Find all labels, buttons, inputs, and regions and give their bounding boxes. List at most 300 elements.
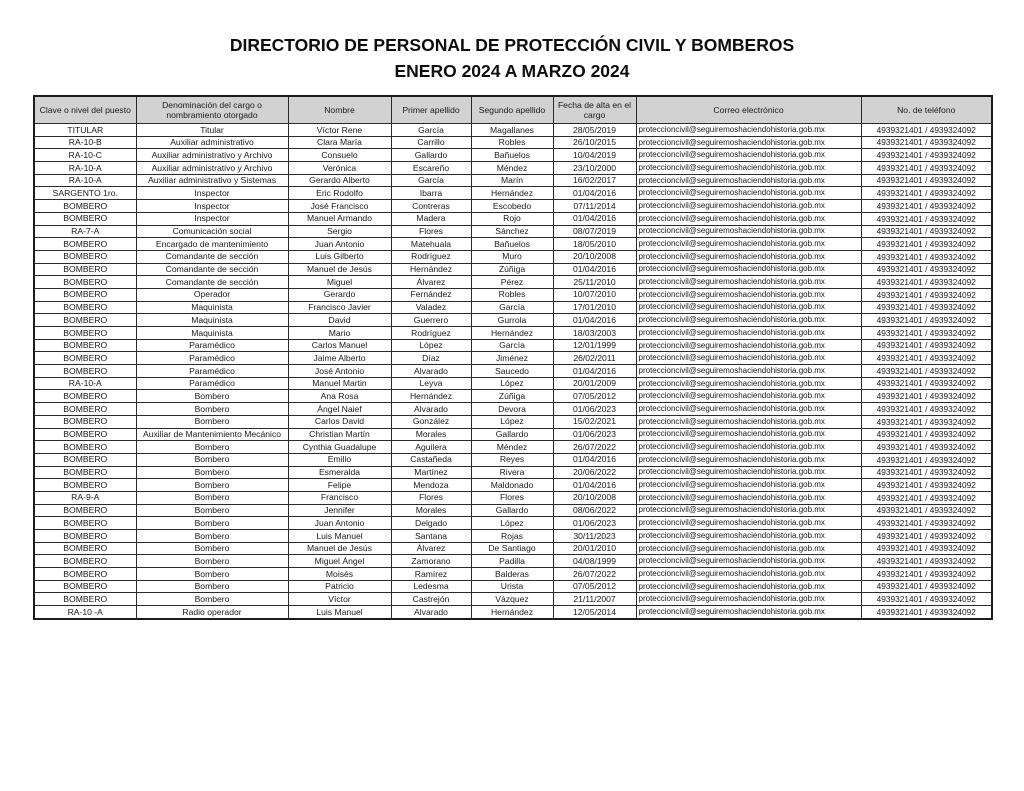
table-cell-primer-apellido: Matehuala	[391, 238, 471, 251]
table-cell-correo: proteccioncivil@seguiremoshaciendohistoria.gob.mx	[636, 453, 861, 466]
table-cell-correo: proteccioncivil@seguiremoshaciendohistoria.gob.mx	[636, 200, 861, 213]
table-cell-clave: RA-10-B	[34, 136, 136, 149]
table-cell-correo: proteccioncivil@seguiremoshaciendohistoria.gob.mx	[636, 301, 861, 314]
table-cell-primer-apellido: Escareño	[391, 162, 471, 175]
table-cell-primer-apellido: Rodríguez	[391, 250, 471, 263]
table-cell-nombre: Christian Martín	[288, 428, 391, 441]
table-cell-correo: proteccioncivil@seguiremoshaciendohistoria.gob.mx	[636, 225, 861, 238]
table-cell-primer-apellido: Álvarez	[391, 542, 471, 555]
table-cell-segundo-apellido: López	[471, 517, 553, 530]
table-cell-cargo: Paramédico	[136, 377, 288, 390]
table-cell-telefono: 4939321401 / 4939324092	[861, 200, 992, 213]
table-row	[34, 124, 992, 137]
table-cell-clave: RA-10-A	[34, 162, 136, 175]
table-cell-fecha-alta: 01/04/2016	[553, 263, 636, 276]
table-cell-nombre: Miguel	[288, 276, 391, 289]
table-row	[34, 162, 992, 175]
table-cell-cargo: Encargado de mantenimiento	[136, 238, 288, 251]
table-cell-segundo-apellido: García	[471, 339, 553, 352]
table-cell-nombre: Miguel Ángel	[288, 555, 391, 568]
table-cell-primer-apellido: Martínez	[391, 466, 471, 479]
column-header: Segundo apellido	[471, 96, 553, 124]
table-cell-clave: BOMBERO	[34, 314, 136, 327]
table-cell-clave: BOMBERO	[34, 212, 136, 225]
table-cell-correo: proteccioncivil@seguiremoshaciendohistoria.gob.mx	[636, 327, 861, 340]
table-cell-segundo-apellido: Rivera	[471, 466, 553, 479]
table-cell-nombre: Moisés	[288, 568, 391, 581]
table-cell-primer-apellido: Rodríguez	[391, 327, 471, 340]
table-cell-correo: proteccioncivil@seguiremoshaciendohistoria.gob.mx	[636, 441, 861, 454]
table-cell-primer-apellido: Zamorano	[391, 555, 471, 568]
table-cell-telefono: 4939321401 / 4939324092	[861, 225, 992, 238]
table-cell-nombre: Patricio	[288, 580, 391, 593]
table-cell-segundo-apellido: Devora	[471, 403, 553, 416]
table-cell-correo: proteccioncivil@seguiremoshaciendohistoria.gob.mx	[636, 415, 861, 428]
table-row	[34, 352, 992, 365]
table-cell-cargo: Comunicación social	[136, 225, 288, 238]
table-cell-telefono: 4939321401 / 4939324092	[861, 250, 992, 263]
table-cell-cargo: Maquinista	[136, 327, 288, 340]
table-cell-telefono: 4939321401 / 4939324092	[861, 276, 992, 289]
table-cell-cargo: Bombero	[136, 390, 288, 403]
table-cell-clave: BOMBERO	[34, 593, 136, 606]
table-cell-segundo-apellido: Balderas	[471, 568, 553, 581]
table-row	[34, 187, 992, 200]
table-cell-segundo-apellido: Bañuelos	[471, 238, 553, 251]
table-cell-nombre: Emilio	[288, 453, 391, 466]
table-cell-primer-apellido: Madera	[391, 212, 471, 225]
table-cell-primer-apellido: Delgado	[391, 517, 471, 530]
table-cell-telefono: 4939321401 / 4939324092	[861, 162, 992, 175]
table-cell-fecha-alta: 30/11/2023	[553, 530, 636, 543]
table-cell-segundo-apellido: Pérez	[471, 276, 553, 289]
table-cell-telefono: 4939321401 / 4939324092	[861, 377, 992, 390]
table-cell-nombre: Manuel Armando	[288, 212, 391, 225]
table-cell-telefono: 4939321401 / 4939324092	[861, 580, 992, 593]
table-cell-nombre: Gerardo	[288, 288, 391, 301]
table-cell-cargo: Auxiliar administrativo y Archivo	[136, 149, 288, 162]
table-row	[34, 136, 992, 149]
table-cell-fecha-alta: 01/04/2016	[553, 453, 636, 466]
table-cell-correo: proteccioncivil@seguiremoshaciendohistoria.gob.mx	[636, 187, 861, 200]
table-cell-cargo: Bombero	[136, 530, 288, 543]
table-cell-nombre: Eric Rodolfo	[288, 187, 391, 200]
table-cell-primer-apellido: López	[391, 339, 471, 352]
table-cell-primer-apellido: Aguilera	[391, 441, 471, 454]
table-cell-nombre: Francisco Javier	[288, 301, 391, 314]
table-cell-nombre: Juan Antonio	[288, 517, 391, 530]
table-cell-segundo-apellido: Vázquez	[471, 593, 553, 606]
table-cell-correo: proteccioncivil@seguiremoshaciendohistoria.gob.mx	[636, 542, 861, 555]
table-row	[34, 276, 992, 289]
table-cell-telefono: 4939321401 / 4939324092	[861, 403, 992, 416]
table-cell-telefono: 4939321401 / 4939324092	[861, 174, 992, 187]
table-cell-fecha-alta: 21/11/2007	[553, 593, 636, 606]
table-cell-cargo: Bombero	[136, 593, 288, 606]
table-cell-segundo-apellido: Magallanes	[471, 124, 553, 137]
table-header	[34, 96, 992, 124]
table-cell-segundo-apellido: Méndez	[471, 162, 553, 175]
table-cell-fecha-alta: 04/08/1999	[553, 555, 636, 568]
table-cell-cargo: Inspector	[136, 187, 288, 200]
personnel-directory-table	[33, 95, 993, 620]
table-cell-segundo-apellido: Robles	[471, 136, 553, 149]
table-cell-fecha-alta: 01/06/2023	[553, 403, 636, 416]
table-cell-fecha-alta: 18/05/2010	[553, 238, 636, 251]
table-row	[34, 542, 992, 555]
table-cell-telefono: 4939321401 / 4939324092	[861, 288, 992, 301]
table-row	[34, 390, 992, 403]
column-header: Denominación del cargo o nombramiento otorgado	[136, 96, 288, 124]
table-cell-cargo: Auxiliar de Mantenimiento Mecánico	[136, 428, 288, 441]
table-cell-clave: RA-10-C	[34, 149, 136, 162]
table-cell-segundo-apellido: Gurrola	[471, 314, 553, 327]
table-cell-segundo-apellido: Bañuelos	[471, 149, 553, 162]
table-cell-clave: BOMBERO	[34, 390, 136, 403]
table-row	[34, 301, 992, 314]
table-cell-cargo: Comandante de sección	[136, 276, 288, 289]
table-cell-clave: BOMBERO	[34, 365, 136, 378]
table-cell-correo: proteccioncivil@seguiremoshaciendohistoria.gob.mx	[636, 530, 861, 543]
table-cell-primer-apellido: Alvarado	[391, 403, 471, 416]
table-cell-telefono: 4939321401 / 4939324092	[861, 238, 992, 251]
table-cell-nombre: Gerardo Alberto	[288, 174, 391, 187]
table-cell-clave: BOMBERO	[34, 555, 136, 568]
table-cell-primer-apellido: Álvarez	[391, 276, 471, 289]
table-cell-fecha-alta: 20/01/2010	[553, 542, 636, 555]
table-cell-fecha-alta: 23/10/2000	[553, 162, 636, 175]
table-row	[34, 555, 992, 568]
table-cell-segundo-apellido: Muro	[471, 250, 553, 263]
column-header: Primer apellido	[391, 96, 471, 124]
table-cell-telefono: 4939321401 / 4939324092	[861, 491, 992, 504]
table-cell-cargo: Inspector	[136, 200, 288, 213]
table-cell-fecha-alta: 20/10/2008	[553, 250, 636, 263]
table-cell-correo: proteccioncivil@seguiremoshaciendohistoria.gob.mx	[636, 491, 861, 504]
table-cell-correo: proteccioncivil@seguiremoshaciendohistoria.gob.mx	[636, 365, 861, 378]
table-row	[34, 263, 992, 276]
table-row	[34, 403, 992, 416]
table-cell-segundo-apellido: Saucedo	[471, 365, 553, 378]
table-cell-clave: BOMBERO	[34, 200, 136, 213]
table-cell-clave: SARGENTO 1ro.	[34, 187, 136, 200]
table-cell-correo: proteccioncivil@seguiremoshaciendohistoria.gob.mx	[636, 352, 861, 365]
table-cell-nombre: José Antonio	[288, 365, 391, 378]
table-cell-primer-apellido: García	[391, 174, 471, 187]
column-header: Correo electrónico	[636, 96, 861, 124]
table-cell-cargo: Maquinista	[136, 314, 288, 327]
table-cell-cargo: Auxiliar administrativo	[136, 136, 288, 149]
table-cell-telefono: 4939321401 / 4939324092	[861, 390, 992, 403]
table-row	[34, 593, 992, 606]
table-row	[34, 225, 992, 238]
table-cell-fecha-alta: 01/04/2016	[553, 187, 636, 200]
table-row	[34, 568, 992, 581]
table-cell-fecha-alta: 26/07/2022	[553, 568, 636, 581]
table-cell-nombre: Clara María	[288, 136, 391, 149]
table-cell-nombre: Ana Rosa	[288, 390, 391, 403]
table-cell-fecha-alta: 16/02/2017	[553, 174, 636, 187]
table-cell-nombre: Ángel Naief	[288, 403, 391, 416]
table-cell-primer-apellido: Castrejón	[391, 593, 471, 606]
table-cell-clave: RA-10-A	[34, 174, 136, 187]
table-cell-correo: proteccioncivil@seguiremoshaciendohistoria.gob.mx	[636, 162, 861, 175]
table-cell-clave: BOMBERO	[34, 238, 136, 251]
table-cell-clave: RA-10 -A	[34, 606, 136, 619]
table-cell-telefono: 4939321401 / 4939324092	[861, 415, 992, 428]
table-cell-clave: BOMBERO	[34, 250, 136, 263]
table-cell-nombre: Víctor Rene	[288, 124, 391, 137]
table-cell-nombre: José Francisco	[288, 200, 391, 213]
table-cell-nombre: Mario	[288, 327, 391, 340]
table-cell-nombre: Jaime Alberto	[288, 352, 391, 365]
table-cell-cargo: Bombero	[136, 403, 288, 416]
table-cell-telefono: 4939321401 / 4939324092	[861, 504, 992, 517]
table-cell-cargo: Maquinista	[136, 301, 288, 314]
table-cell-cargo: Bombero	[136, 491, 288, 504]
table-cell-segundo-apellido: Sánchez	[471, 225, 553, 238]
table-cell-telefono: 4939321401 / 4939324092	[861, 568, 992, 581]
table-cell-cargo: Comandante de sección	[136, 263, 288, 276]
table-cell-correo: proteccioncivil@seguiremoshaciendohistoria.gob.mx	[636, 555, 861, 568]
table-cell-segundo-apellido: Robles	[471, 288, 553, 301]
document-title	[0, 0, 1024, 84]
table-cell-correo: proteccioncivil@seguiremoshaciendohistoria.gob.mx	[636, 250, 861, 263]
table-cell-clave: RA-9-A	[34, 491, 136, 504]
table-cell-correo: proteccioncivil@seguiremoshaciendohistoria.gob.mx	[636, 136, 861, 149]
table-cell-segundo-apellido: Zúñiga	[471, 263, 553, 276]
table-cell-cargo: Paramédico	[136, 339, 288, 352]
table-cell-correo: proteccioncivil@seguiremoshaciendohistoria.gob.mx	[636, 466, 861, 479]
table-cell-nombre: David	[288, 314, 391, 327]
table-cell-correo: proteccioncivil@seguiremoshaciendohistoria.gob.mx	[636, 314, 861, 327]
table-cell-nombre: Manuel de Jesús	[288, 263, 391, 276]
table-cell-correo: proteccioncivil@seguiremoshaciendohistoria.gob.mx	[636, 403, 861, 416]
table-cell-telefono: 4939321401 / 4939324092	[861, 441, 992, 454]
table-cell-telefono: 4939321401 / 4939324092	[861, 530, 992, 543]
table-cell-segundo-apellido: Gallardo	[471, 504, 553, 517]
table-cell-telefono: 4939321401 / 4939324092	[861, 555, 992, 568]
table-cell-segundo-apellido: Rojas	[471, 530, 553, 543]
table-cell-nombre: Manuel Martin	[288, 377, 391, 390]
table-cell-cargo: Auxiliar administrativo y Sistemas	[136, 174, 288, 187]
table-cell-telefono: 4939321401 / 4939324092	[861, 339, 992, 352]
table-cell-correo: proteccioncivil@seguiremoshaciendohistoria.gob.mx	[636, 377, 861, 390]
table-cell-primer-apellido: Fernández	[391, 288, 471, 301]
table-row	[34, 479, 992, 492]
table-row	[34, 517, 992, 530]
table-cell-telefono: 4939321401 / 4939324092	[861, 136, 992, 149]
table-cell-nombre: Verónica	[288, 162, 391, 175]
table-row	[34, 238, 992, 251]
table-row	[34, 314, 992, 327]
table-row	[34, 250, 992, 263]
table-cell-fecha-alta: 25/11/2010	[553, 276, 636, 289]
table-cell-clave: BOMBERO	[34, 568, 136, 581]
table-cell-segundo-apellido: Zúñiga	[471, 390, 553, 403]
table-cell-primer-apellido: Gallardo	[391, 149, 471, 162]
table-row	[34, 428, 992, 441]
table-cell-clave: BOMBERO	[34, 530, 136, 543]
table-cell-clave: BOMBERO	[34, 479, 136, 492]
table-cell-telefono: 4939321401 / 4939324092	[861, 453, 992, 466]
table-cell-nombre: Manuel de Jesús	[288, 542, 391, 555]
table-cell-correo: proteccioncivil@seguiremoshaciendohistoria.gob.mx	[636, 174, 861, 187]
table-row	[34, 200, 992, 213]
table-cell-telefono: 4939321401 / 4939324092	[861, 187, 992, 200]
table-cell-primer-apellido: Morales	[391, 504, 471, 517]
table-cell-correo: proteccioncivil@seguiremoshaciendohistoria.gob.mx	[636, 263, 861, 276]
table-cell-fecha-alta: 15/02/2021	[553, 415, 636, 428]
table-cell-clave: BOMBERO	[34, 276, 136, 289]
table-cell-telefono: 4939321401 / 4939324092	[861, 542, 992, 555]
table-cell-fecha-alta: 28/05/2019	[553, 124, 636, 137]
table-cell-clave: BOMBERO	[34, 352, 136, 365]
table-cell-cargo: Bombero	[136, 542, 288, 555]
table-row	[34, 339, 992, 352]
table-cell-fecha-alta: 26/02/2011	[553, 352, 636, 365]
table-cell-segundo-apellido: Hernández	[471, 606, 553, 619]
table-cell-primer-apellido: Valadez	[391, 301, 471, 314]
table-cell-clave: BOMBERO	[34, 441, 136, 454]
table-cell-fecha-alta: 01/04/2016	[553, 314, 636, 327]
table-cell-correo: proteccioncivil@seguiremoshaciendohistoria.gob.mx	[636, 606, 861, 619]
table-cell-telefono: 4939321401 / 4939324092	[861, 124, 992, 137]
table-cell-nombre: Jennifer	[288, 504, 391, 517]
table-cell-segundo-apellido: Gallardo	[471, 428, 553, 441]
table-cell-fecha-alta: 26/07/2022	[553, 441, 636, 454]
table-cell-primer-apellido: Contreras	[391, 200, 471, 213]
table-cell-segundo-apellido: Hernández	[471, 187, 553, 200]
table-cell-fecha-alta: 10/07/2010	[553, 288, 636, 301]
table-cell-clave: BOMBERO	[34, 517, 136, 530]
table-row	[34, 288, 992, 301]
table-cell-correo: proteccioncivil@seguiremoshaciendohistoria.gob.mx	[636, 212, 861, 225]
table-body	[34, 124, 992, 619]
table-cell-primer-apellido: Hernández	[391, 263, 471, 276]
table-cell-clave: BOMBERO	[34, 327, 136, 340]
table-cell-nombre: Esmeralda	[288, 466, 391, 479]
table-cell-fecha-alta: 18/03/2003	[553, 327, 636, 340]
table-cell-cargo: Bombero	[136, 441, 288, 454]
table-cell-primer-apellido: Leyva	[391, 377, 471, 390]
table-cell-fecha-alta: 17/01/2010	[553, 301, 636, 314]
table-row	[34, 212, 992, 225]
table-cell-cargo: Bombero	[136, 466, 288, 479]
table-cell-cargo: Paramédico	[136, 352, 288, 365]
table-cell-clave: BOMBERO	[34, 301, 136, 314]
table-row	[34, 580, 992, 593]
table-cell-segundo-apellido: Escobedo	[471, 200, 553, 213]
table-cell-clave: BOMBERO	[34, 415, 136, 428]
table-cell-clave: BOMBERO	[34, 504, 136, 517]
table-cell-primer-apellido: Alvarado	[391, 365, 471, 378]
table-cell-nombre: Cynthia Guadalupe	[288, 441, 391, 454]
table-cell-fecha-alta: 01/06/2023	[553, 428, 636, 441]
table-cell-telefono: 4939321401 / 4939324092	[861, 428, 992, 441]
table-cell-clave: BOMBERO	[34, 288, 136, 301]
table-cell-primer-apellido: Morales	[391, 428, 471, 441]
table-cell-fecha-alta: 26/10/2015	[553, 136, 636, 149]
table-cell-segundo-apellido: Rojo	[471, 212, 553, 225]
table-cell-correo: proteccioncivil@seguiremoshaciendohistoria.gob.mx	[636, 124, 861, 137]
table-cell-correo: proteccioncivil@seguiremoshaciendohistoria.gob.mx	[636, 479, 861, 492]
table-cell-primer-apellido: Santana	[391, 530, 471, 543]
table-cell-segundo-apellido: Reyes	[471, 453, 553, 466]
table-cell-fecha-alta: 01/04/2016	[553, 212, 636, 225]
table-cell-telefono: 4939321401 / 4939324092	[861, 352, 992, 365]
table-cell-clave: TITULAR	[34, 124, 136, 137]
table-cell-cargo: Operador	[136, 288, 288, 301]
table-cell-segundo-apellido: López	[471, 415, 553, 428]
table-cell-telefono: 4939321401 / 4939324092	[861, 149, 992, 162]
table-cell-nombre: Carlos Manuel	[288, 339, 391, 352]
document-title-line1: DIRECTORIO DE PERSONAL DE PROTECCIÓN CIVIL Y BOMBEROS	[229, 35, 795, 55]
table-cell-clave: RA-7-A	[34, 225, 136, 238]
table-cell-correo: proteccioncivil@seguiremoshaciendohistoria.gob.mx	[636, 517, 861, 530]
table-cell-nombre: Juan Antonio	[288, 238, 391, 251]
table-cell-cargo: Paramédico	[136, 365, 288, 378]
table-cell-telefono: 4939321401 / 4939324092	[861, 301, 992, 314]
table-cell-correo: proteccioncivil@seguiremoshaciendohistoria.gob.mx	[636, 504, 861, 517]
table-cell-fecha-alta: 01/06/2023	[553, 517, 636, 530]
table-cell-primer-apellido: Alvarado	[391, 606, 471, 619]
table-cell-fecha-alta: 01/04/2016	[553, 479, 636, 492]
table-cell-primer-apellido: García	[391, 124, 471, 137]
table-cell-telefono: 4939321401 / 4939324092	[861, 606, 992, 619]
table-cell-segundo-apellido: Hernández	[471, 327, 553, 340]
table-cell-cargo: Bombero	[136, 517, 288, 530]
table-cell-primer-apellido: Ibarra	[391, 187, 471, 200]
table-cell-telefono: 4939321401 / 4939324092	[861, 517, 992, 530]
table-cell-telefono: 4939321401 / 4939324092	[861, 263, 992, 276]
table-row	[34, 504, 992, 517]
table-cell-telefono: 4939321401 / 4939324092	[861, 365, 992, 378]
table-cell-nombre: Carlos David	[288, 415, 391, 428]
table-cell-primer-apellido: Ramírez	[391, 568, 471, 581]
table-header-row	[34, 96, 992, 124]
table-cell-fecha-alta: 10/04/2019	[553, 149, 636, 162]
table-cell-clave: BOMBERO	[34, 403, 136, 416]
table-cell-primer-apellido: González	[391, 415, 471, 428]
table-cell-fecha-alta: 12/01/1999	[553, 339, 636, 352]
table-row	[34, 365, 992, 378]
table-cell-clave: BOMBERO	[34, 263, 136, 276]
table-cell-clave: BOMBERO	[34, 339, 136, 352]
table-cell-cargo: Bombero	[136, 415, 288, 428]
table-cell-correo: proteccioncivil@seguiremoshaciendohistoria.gob.mx	[636, 149, 861, 162]
table-cell-segundo-apellido: Flores	[471, 491, 553, 504]
table-cell-clave: BOMBERO	[34, 466, 136, 479]
table-row	[34, 174, 992, 187]
table-cell-segundo-apellido: Urista	[471, 580, 553, 593]
column-header: No. de teléfono	[861, 96, 992, 124]
column-header: Fecha de alta en el cargo	[553, 96, 636, 124]
table-cell-fecha-alta: 01/04/2016	[553, 365, 636, 378]
table-cell-segundo-apellido: Maldonado	[471, 479, 553, 492]
table-cell-segundo-apellido: Jiménez	[471, 352, 553, 365]
table-cell-nombre: Víctor	[288, 593, 391, 606]
table-cell-correo: proteccioncivil@seguiremoshaciendohistoria.gob.mx	[636, 428, 861, 441]
table-cell-fecha-alta: 20/10/2008	[553, 491, 636, 504]
table-cell-segundo-apellido: Marín	[471, 174, 553, 187]
table-cell-fecha-alta: 20/06/2022	[553, 466, 636, 479]
table-cell-segundo-apellido: Méndez	[471, 441, 553, 454]
table-cell-primer-apellido: Carrillo	[391, 136, 471, 149]
table-cell-cargo: Radio operador	[136, 606, 288, 619]
table-cell-telefono: 4939321401 / 4939324092	[861, 466, 992, 479]
table-cell-telefono: 4939321401 / 4939324092	[861, 327, 992, 340]
